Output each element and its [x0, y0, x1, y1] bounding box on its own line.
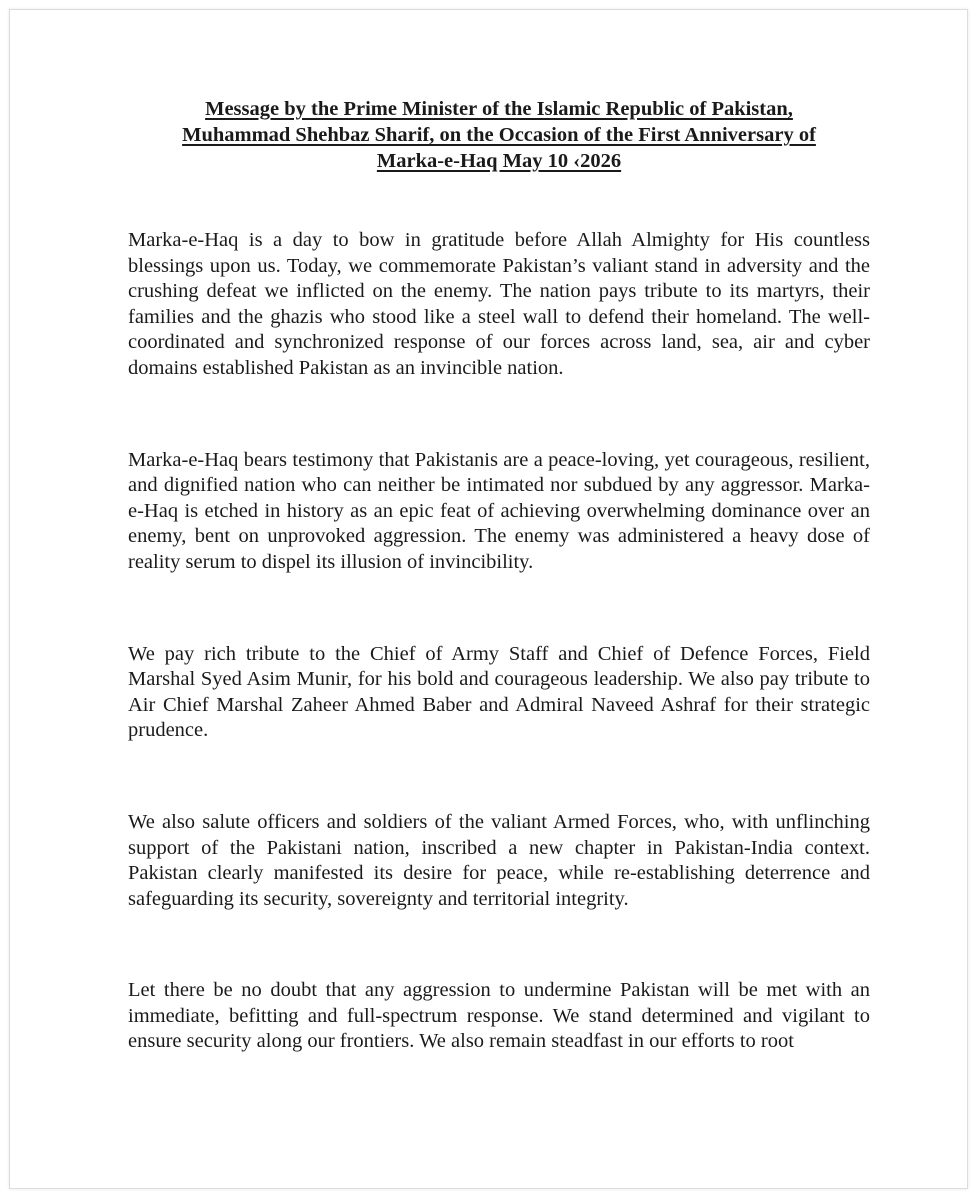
paragraph-5: Let there be no doubt that any aggression to undermine Pakistan will be met with an immediate, befitting and full-spectrum response. We stand determined and vigilant to ensure security along our frontiers. We also remain steadfast in our efforts to root	[128, 979, 870, 1053]
paragraph-2: Marka-e-Haq bears testimony that Pakistanis are a peace-loving, yet courageous, resilient, and dignified nation who can neither be intimated nor subdued by any aggressor. Marka-e-Haq is etched in history as an epic feat of achieving overwhelming dominance over an enemy, bent on unprovoked aggression. The enemy was administered a heavy dose of reality serum to dispel its illusion of invincibility.	[128, 448, 870, 573]
paragraph-1: Marka-e-Haq is a day to bow in gratitude before Allah Almighty for His countless blessings upon us. Today, we commemorate Pakistan’s valiant stand in adversity and the crushing defeat we inflicted on the enemy. The nation pays tribute to its martyrs, their families and the ghazis who stood like a steel wall to defend their homeland. The well-coordinated and synchronized response of our forces across land, sea, air and cyber domains established Pakistan as an invincible nation.	[128, 229, 870, 379]
document-title	[128, 96, 870, 174]
paragraph-4: We also salute officers and soldiers of the valiant Armed Forces, who, with unflinching support of the Pakistani nation, inscribed a new chapter in Pakistan-India context. Pakistan clearly manifested its desire for peace, while re-establishing deterrence and safeguarding its security, sovereignty and territorial integrity.	[128, 810, 870, 910]
title-line-3: Marka-e-Haq May 10 ‹2026	[376, 150, 622, 172]
document-body	[128, 96, 870, 1121]
title-line-2: Muhammad Shehbaz Sharif, on the Occasion of the First Anniversary of	[182, 124, 816, 146]
paragraph-3: We pay rich tribute to the Chief of Army Staff and Chief of Defence Forces, Field Marshal Syed Asim Munir, for his bold and courageous leadership. We also pay tribute to Air Chief Marshal Zaheer Ahmed Baber and Admiral Naveed Ashraf for their strategic prudence.	[128, 642, 870, 742]
document-page	[9, 9, 968, 1189]
title-line-1: Message by the Prime Minister of the Islamic Republic of Pakistan,	[205, 98, 793, 120]
